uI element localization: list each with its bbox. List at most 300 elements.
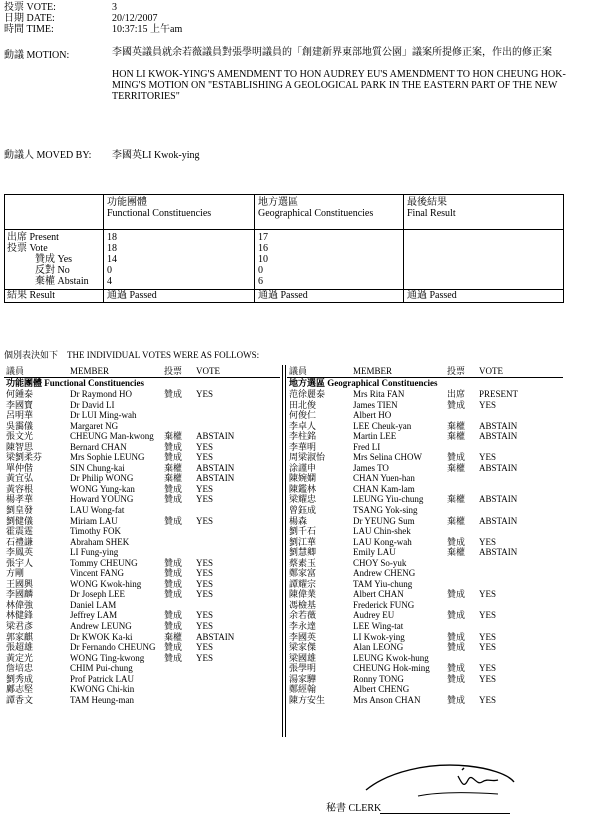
member-vote-en: ABSTAIN xyxy=(479,431,518,442)
member-name-en: Dr KWOK Ka-ki xyxy=(70,631,133,642)
member-en-header: MEMBER xyxy=(70,366,110,376)
member-name-cn: 劉皇發 xyxy=(6,505,34,516)
member-vote-cn: 棄權 xyxy=(447,494,466,505)
member-vote-en: YES xyxy=(479,642,497,653)
member-name-en: Dr David LI xyxy=(70,399,115,410)
member-name-en: Tommy CHEUNG xyxy=(70,557,138,568)
summary-yes-gc: 10 xyxy=(258,254,268,265)
member-vote-en: YES xyxy=(196,621,214,632)
member-name-en: James TIEN xyxy=(353,399,398,410)
member-vote-en: ABSTAIN xyxy=(479,494,518,505)
member-vote-cn: 贊成 xyxy=(164,652,183,663)
vote-en-header: VOTE xyxy=(479,366,503,376)
member-vote-cn: 贊成 xyxy=(164,389,183,399)
member-row xyxy=(4,400,280,411)
member-row xyxy=(4,642,280,653)
member-name-cn: 李永達 xyxy=(289,621,317,632)
summary-present-gc: 17 xyxy=(258,232,268,243)
member-name-en: TAM Heung-man xyxy=(70,694,135,705)
member-name-cn: 劉千石 xyxy=(289,526,317,537)
member-name-en: LEUNG Yiu-chung xyxy=(353,494,424,505)
clerk-signature xyxy=(358,752,518,802)
member-row xyxy=(287,589,563,600)
member-row xyxy=(4,579,280,590)
member-vote-cn: 贊成 xyxy=(164,610,183,621)
member-row xyxy=(4,421,280,432)
summary-abstain-label: 棄權 Abstain xyxy=(35,276,89,287)
member-vote-en: YES xyxy=(479,589,497,600)
member-name-cn: 呂明華 xyxy=(6,410,34,421)
member-row xyxy=(287,452,563,463)
member-vote-en: YES xyxy=(196,515,214,526)
member-name-cn: 方剛 xyxy=(6,568,25,579)
member-name-cn: 鄭家富 xyxy=(289,568,317,579)
member-vote-en: PRESENT xyxy=(479,389,519,399)
summary-vote-gc: 16 xyxy=(258,243,268,254)
member-vote-en: ABSTAIN xyxy=(479,462,518,473)
member-vote-en: YES xyxy=(479,673,497,684)
member-name-en: WONG Kwok-hing xyxy=(70,578,142,589)
member-name-en: LEE Cheuk-yan xyxy=(353,420,412,431)
member-vote-cn: 贊成 xyxy=(447,589,466,600)
member-name-en: Mrs Anson CHAN xyxy=(353,694,421,705)
member-name-en: TSANG Yok-sing xyxy=(353,505,418,516)
member-row xyxy=(287,621,563,632)
member-name-en: Jeffrey LAM xyxy=(70,610,118,621)
member-name-en: Miriam LAU xyxy=(70,515,118,526)
member-name-en: Prof Patrick LAU xyxy=(70,673,134,684)
column-divider-2 xyxy=(285,365,286,737)
member-cn-header: 議員 xyxy=(6,366,25,376)
member-vote-cn: 贊成 xyxy=(164,578,183,589)
summary-present-fc: 18 xyxy=(107,232,117,243)
date-value: 20/12/2007 xyxy=(112,13,158,24)
member-vote-cn: 贊成 xyxy=(447,399,466,410)
member-row xyxy=(287,653,563,664)
member-name-cn: 張學明 xyxy=(289,663,317,674)
date-label: 日期 DATE: xyxy=(4,13,55,24)
member-name-cn: 李國英 xyxy=(289,631,317,642)
votes-intro: 個別表決如下 THE INDIVIDUAL VOTES WERE AS FOLLOWS: xyxy=(4,350,260,360)
member-row xyxy=(287,410,563,421)
member-vote-cn: 贊成 xyxy=(164,589,183,600)
vote-cn-header: 投票 xyxy=(164,366,183,376)
member-row xyxy=(287,389,563,400)
member-row xyxy=(4,600,280,611)
member-name-cn: 譚耀宗 xyxy=(289,578,317,589)
member-name-en: Fred LI xyxy=(353,441,381,452)
member-vote-en: YES xyxy=(479,452,497,463)
member-name-en: LEE Wing-tat xyxy=(353,621,404,632)
member-name-cn: 李華明 xyxy=(289,441,317,452)
clerk-label: 秘書 CLERK xyxy=(326,803,382,814)
member-name-cn: 涂謹申 xyxy=(289,462,317,473)
summary-result-gc: 通過 Passed xyxy=(258,290,308,301)
summary-present-label: 出席 Present xyxy=(7,232,59,243)
member-row xyxy=(4,516,280,527)
member-row xyxy=(4,537,280,548)
member-name-en: Albert CHENG xyxy=(353,684,410,695)
member-row xyxy=(287,674,563,685)
motion-english: HON LI KWOK-YING'S AMENDMENT TO HON AUDREY EU'S AMENDMENT TO HON CHEUNG HOK-MING'S MOTION ON "ESTABLISHING A GEOLOGICAL PARK IN THE EASTERN PART OF THE NEW TERRITORIES" xyxy=(112,69,566,102)
member-name-cn: 林偉強 xyxy=(6,599,34,610)
time-label: 時間 TIME: xyxy=(4,24,54,35)
member-cn-header: 議員 xyxy=(289,366,308,376)
member-en-header: MEMBER xyxy=(353,366,393,376)
member-name-cn: 梁耀忠 xyxy=(289,494,317,505)
gc-column xyxy=(287,365,563,705)
member-row xyxy=(4,389,280,400)
member-row xyxy=(4,431,280,442)
motion-label: 動議 MOTION: xyxy=(4,50,70,61)
member-row xyxy=(4,653,280,664)
member-vote-en: ABSTAIN xyxy=(196,462,235,473)
member-vote-cn: 贊成 xyxy=(164,557,183,568)
member-name-en: WONG Ting-kwong xyxy=(70,652,145,663)
member-vote-cn: 贊成 xyxy=(447,631,466,642)
member-name-en: CHEUNG Man-kwong xyxy=(70,431,154,442)
member-vote-en: YES xyxy=(196,483,214,494)
vote-en-header: VOTE xyxy=(196,366,220,376)
member-name-cn: 范徐麗泰 xyxy=(289,389,326,399)
member-name-en: SIN Chung-kai xyxy=(70,462,125,473)
summary-no-fc: 0 xyxy=(107,265,112,276)
member-vote-cn: 棄權 xyxy=(447,547,466,558)
member-name-en: LI Kwok-ying xyxy=(353,631,405,642)
summary-gc-en: Geographical Constituencies xyxy=(258,208,374,219)
member-name-en: Andrew LEUNG xyxy=(70,621,132,632)
gc-column-header xyxy=(287,365,563,378)
member-row xyxy=(4,558,280,569)
member-name-cn: 何俊仁 xyxy=(289,410,317,421)
member-vote-cn: 贊成 xyxy=(164,568,183,579)
member-name-en: Dr Philip WONG xyxy=(70,473,134,484)
member-name-en: Audrey EU xyxy=(353,610,395,621)
member-row xyxy=(287,494,563,505)
member-name-cn: 王國興 xyxy=(6,578,34,589)
member-vote-cn: 棄權 xyxy=(164,631,183,642)
member-row xyxy=(4,695,280,706)
member-name-cn: 何鍾泰 xyxy=(6,389,34,399)
member-name-cn: 周梁淑怡 xyxy=(289,452,326,463)
member-name-cn: 鄺志堅 xyxy=(6,684,34,695)
member-row xyxy=(4,684,280,695)
member-row xyxy=(4,632,280,643)
member-row xyxy=(287,537,563,548)
member-name-cn: 陳智思 xyxy=(6,441,34,452)
member-vote-en: YES xyxy=(479,663,497,674)
member-row xyxy=(4,452,280,463)
mover-name: 李國英LI Kwok-ying xyxy=(112,150,200,161)
member-row xyxy=(4,505,280,516)
member-name-en: Mrs Selina CHOW xyxy=(353,452,422,463)
member-vote-cn: 棄權 xyxy=(447,431,466,442)
clerk-signature-line xyxy=(380,813,510,814)
member-name-en: Dr Fernando CHEUNG xyxy=(70,642,156,653)
member-vote-cn: 贊成 xyxy=(164,621,183,632)
member-row xyxy=(4,484,280,495)
member-name-cn: 譚香文 xyxy=(6,694,34,705)
member-row xyxy=(287,695,563,706)
gc-rows xyxy=(287,389,563,705)
member-name-en: Dr Raymond HO xyxy=(70,389,132,399)
summary-yes-label: 贊成 Yes xyxy=(35,254,73,265)
member-name-en: LI Fung-ying xyxy=(70,547,119,558)
member-row xyxy=(287,642,563,653)
member-name-en: Albert CHAN xyxy=(353,589,404,600)
member-row xyxy=(4,526,280,537)
member-name-en: Dr LUI Ming-wah xyxy=(70,410,137,421)
member-vote-en: YES xyxy=(479,399,497,410)
member-name-cn: 馮檢基 xyxy=(289,599,317,610)
member-row xyxy=(287,505,563,516)
member-name-cn: 楊孝華 xyxy=(6,494,34,505)
member-name-cn: 梁國雄 xyxy=(289,652,317,663)
member-name-cn: 李卓人 xyxy=(289,420,317,431)
summary-final-en: Final Result xyxy=(407,208,456,219)
member-row xyxy=(287,663,563,674)
member-name-cn: 陳方安生 xyxy=(289,694,326,705)
member-vote-en: YES xyxy=(196,494,214,505)
vote-label: 投票 VOTE: xyxy=(4,2,56,13)
member-vote-cn: 贊成 xyxy=(447,694,466,705)
member-name-cn: 蔡素玉 xyxy=(289,557,317,568)
member-name-en: Mrs Sophie LEUNG xyxy=(70,452,145,463)
summary-no-label: 反對 No xyxy=(35,265,70,276)
member-name-cn: 田北俊 xyxy=(289,399,317,410)
member-name-en: CHOY So-yuk xyxy=(353,557,407,568)
member-name-cn: 郭家麒 xyxy=(6,631,34,642)
member-name-en: Ronny TONG xyxy=(353,673,404,684)
member-row xyxy=(287,684,563,695)
fc-column xyxy=(4,365,280,705)
member-name-en: CHAN Kam-lam xyxy=(353,483,415,494)
member-row xyxy=(287,526,563,537)
member-name-cn: 余若薇 xyxy=(289,610,317,621)
member-row xyxy=(4,621,280,632)
member-name-cn: 張宇人 xyxy=(6,557,34,568)
member-name-cn: 詹培忠 xyxy=(6,663,34,674)
member-name-en: KWONG Chi-kin xyxy=(70,684,135,695)
member-row xyxy=(287,421,563,432)
member-vote-cn: 贊成 xyxy=(164,483,183,494)
member-name-en: Alan LEONG xyxy=(353,642,404,653)
member-row xyxy=(4,663,280,674)
member-vote-en: ABSTAIN xyxy=(196,473,235,484)
member-row xyxy=(287,632,563,643)
member-vote-en: YES xyxy=(479,694,497,705)
mover-label: 動議人 MOVED BY: xyxy=(4,150,92,161)
member-name-en: Timothy FOK xyxy=(70,526,121,537)
member-vote-cn: 贊成 xyxy=(447,663,466,674)
member-name-en: Frederick FUNG xyxy=(353,599,415,610)
member-vote-en: ABSTAIN xyxy=(479,420,518,431)
member-vote-cn: 棄權 xyxy=(447,462,466,473)
member-row xyxy=(287,463,563,474)
vote-number: 3 xyxy=(112,2,117,13)
member-vote-en: YES xyxy=(479,631,497,642)
member-name-en: CHEUNG Hok-ming xyxy=(353,663,430,674)
member-name-cn: 劉慧卿 xyxy=(289,547,317,558)
member-name-cn: 梁君彥 xyxy=(6,621,34,632)
member-name-en: LAU Chin-shek xyxy=(353,526,411,537)
member-name-en: Martin LEE xyxy=(353,431,397,442)
summary-result-final: 通過 Passed xyxy=(407,290,457,301)
member-vote-en: ABSTAIN xyxy=(479,547,518,558)
member-vote-cn: 棄權 xyxy=(164,473,183,484)
member-name-cn: 張超雄 xyxy=(6,642,34,653)
member-name-en: LAU Kong-wah xyxy=(353,536,412,547)
motion-chinese: 李國英議員就余若薇議員對張學明議員的「創建新界東部地質公園」議案所提修正案，作出的修正案 xyxy=(112,47,552,58)
member-row xyxy=(4,589,280,600)
member-vote-cn: 贊成 xyxy=(164,515,183,526)
member-row xyxy=(287,516,563,527)
member-name-en: WONG Yung-kan xyxy=(70,483,135,494)
member-name-cn: 楊森 xyxy=(289,515,308,526)
member-name-cn: 陳偉業 xyxy=(289,589,317,600)
member-row xyxy=(4,442,280,453)
member-vote-en: YES xyxy=(196,610,214,621)
member-row xyxy=(4,674,280,685)
member-vote-en: YES xyxy=(196,452,214,463)
member-vote-en: YES xyxy=(196,568,214,579)
member-vote-cn: 棄權 xyxy=(164,431,183,442)
member-name-cn: 劉江華 xyxy=(289,536,317,547)
member-name-cn: 鄭經翰 xyxy=(289,684,317,695)
summary-result-label: 結果 Result xyxy=(7,290,56,301)
member-row xyxy=(287,473,563,484)
member-vote-cn: 贊成 xyxy=(447,642,466,653)
summary-abstain-gc: 6 xyxy=(258,276,263,287)
member-vote-cn: 棄權 xyxy=(447,515,466,526)
member-name-cn: 林健鋒 xyxy=(6,610,34,621)
member-vote-en: ABSTAIN xyxy=(479,515,518,526)
member-name-cn: 李國麟 xyxy=(6,589,34,600)
summary-fc-en: Functional Constituencies xyxy=(107,208,212,219)
member-vote-en: YES xyxy=(479,536,497,547)
member-name-en: Daniel LAM xyxy=(70,599,117,610)
summary-table xyxy=(4,194,564,303)
member-name-cn: 石禮謙 xyxy=(6,536,34,547)
summary-vote-fc: 18 xyxy=(107,243,117,254)
member-vote-en: YES xyxy=(196,578,214,589)
summary-fc-cn: 功能團體 xyxy=(107,197,147,208)
member-vote-cn: 贊成 xyxy=(447,452,466,463)
summary-vote-label: 投票 Vote xyxy=(7,243,48,254)
member-name-cn: 陳鑑林 xyxy=(289,483,317,494)
member-vote-en: YES xyxy=(196,642,214,653)
time-value: 10:37:15 上午am xyxy=(112,24,183,35)
member-vote-en: YES xyxy=(479,610,497,621)
member-row xyxy=(287,547,563,558)
fc-section-title: 功能團體 Functional Constituencies xyxy=(6,378,145,388)
member-row xyxy=(287,558,563,569)
member-name-en: LAU Wong-fat xyxy=(70,505,125,516)
member-name-en: LEUNG Kwok-hung xyxy=(353,652,429,663)
member-name-cn: 黃容根 xyxy=(6,483,34,494)
member-vote-en: ABSTAIN xyxy=(196,631,235,642)
member-vote-cn: 贊成 xyxy=(164,642,183,653)
member-row xyxy=(287,600,563,611)
member-name-cn: 曾鈺成 xyxy=(289,505,317,516)
member-vote-cn: 贊成 xyxy=(447,610,466,621)
summary-no-gc: 0 xyxy=(258,265,263,276)
member-row xyxy=(4,463,280,474)
member-vote-en: YES xyxy=(196,441,214,452)
member-name-en: CHAN Yuen-han xyxy=(353,473,415,484)
member-name-cn: 吳靄儀 xyxy=(6,420,34,431)
member-vote-en: YES xyxy=(196,557,214,568)
member-name-en: Andrew CHENG xyxy=(353,568,416,579)
summary-yes-fc: 14 xyxy=(107,254,117,265)
member-vote-cn: 贊成 xyxy=(447,536,466,547)
member-vote-cn: 贊成 xyxy=(447,673,466,684)
member-vote-cn: 贊成 xyxy=(164,452,183,463)
member-row xyxy=(287,442,563,453)
member-vote-en: YES xyxy=(196,652,214,663)
summary-final-cn: 最後結果 xyxy=(407,197,447,208)
member-name-cn: 李國寶 xyxy=(6,399,34,410)
member-name-en: Abraham SHEK xyxy=(70,536,130,547)
member-row xyxy=(287,431,563,442)
column-divider xyxy=(282,365,283,737)
member-vote-en: ABSTAIN xyxy=(196,431,235,442)
member-row xyxy=(287,568,563,579)
member-name-en: James TO xyxy=(353,462,389,473)
fc-rows xyxy=(4,389,280,705)
member-name-cn: 梁家傑 xyxy=(289,642,317,653)
member-vote-cn: 出席 xyxy=(447,389,466,399)
member-vote-en: YES xyxy=(196,589,214,600)
fc-column-header xyxy=(4,365,280,378)
member-name-en: Mrs Rita FAN xyxy=(353,389,405,399)
member-row xyxy=(287,610,563,621)
member-name-cn: 單仲偕 xyxy=(6,462,34,473)
member-name-en: Howard YOUNG xyxy=(70,494,134,505)
summary-abstain-fc: 4 xyxy=(107,276,112,287)
member-row xyxy=(287,400,563,411)
member-vote-cn: 棄權 xyxy=(164,462,183,473)
member-row xyxy=(287,484,563,495)
member-row xyxy=(4,610,280,621)
member-name-en: Albert HO xyxy=(353,410,392,421)
member-name-cn: 劉健儀 xyxy=(6,515,34,526)
gc-section-title: 地方選區 Geographical Constituencies xyxy=(289,378,438,388)
member-name-cn: 李鳳英 xyxy=(6,547,34,558)
member-name-en: CHIM Pui-chung xyxy=(70,663,133,674)
member-name-cn: 張文光 xyxy=(6,431,34,442)
member-row xyxy=(4,494,280,505)
member-row xyxy=(4,568,280,579)
member-row xyxy=(4,410,280,421)
member-name-en: Dr Joseph LEE xyxy=(70,589,125,600)
member-vote-cn: 贊成 xyxy=(164,494,183,505)
member-name-en: Vincent FANG xyxy=(70,568,125,579)
member-name-cn: 陳婉嫻 xyxy=(289,473,317,484)
member-name-en: TAM Yiu-chung xyxy=(353,578,413,589)
summary-result-fc: 通過 Passed xyxy=(107,290,157,301)
member-name-en: Bernard CHAN xyxy=(70,441,127,452)
member-vote-en: YES xyxy=(196,389,214,399)
member-row xyxy=(287,579,563,590)
member-name-cn: 劉秀成 xyxy=(6,673,34,684)
summary-gc-cn: 地方選區 xyxy=(258,197,298,208)
vote-cn-header: 投票 xyxy=(447,366,466,376)
member-name-en: Dr YEUNG Sum xyxy=(353,515,415,526)
member-name-cn: 黃宜弘 xyxy=(6,473,34,484)
member-name-cn: 梁劉柔芬 xyxy=(6,452,43,463)
member-row xyxy=(4,547,280,558)
